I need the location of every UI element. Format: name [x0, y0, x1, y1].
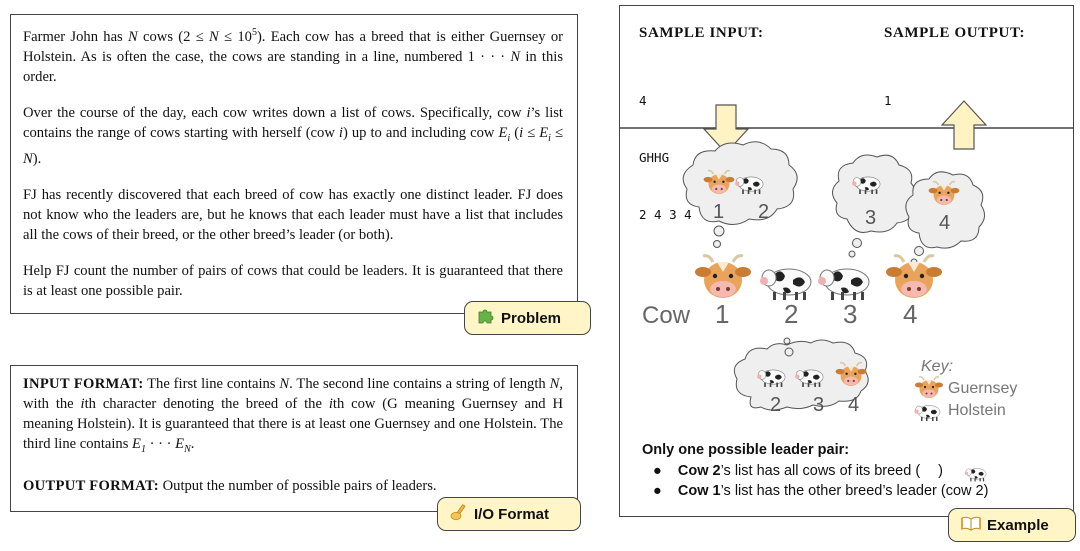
sample-output-heading: SAMPLE OUTPUT:	[884, 25, 1026, 41]
bubble-number: 4	[848, 394, 860, 416]
holstein-cow-icon	[915, 406, 941, 422]
bullet-bold: Cow 2	[677, 463, 721, 479]
example-tag	[948, 508, 1076, 542]
bubble-number: 4	[939, 212, 951, 234]
io-format-tag-label: I/O Format	[474, 505, 550, 523]
problem-paragraph: Help FJ count the number of pairs of cows that could be leaders. It is guaranteed that there is at least one possible pair.	[23, 262, 563, 299]
subscript: i	[507, 132, 511, 144]
thought-bubble-3	[832, 155, 916, 257]
bullet-text: ’s list has the other breed’s leader (cow 2)	[720, 483, 989, 499]
bullet-end: )	[938, 463, 944, 479]
math-var: N	[23, 150, 33, 167]
io-format-tag	[437, 497, 581, 531]
bubble-number: 3	[865, 207, 877, 229]
math-var: i	[328, 396, 333, 412]
up-arrow-icon	[942, 101, 986, 149]
explanation-bullet-1: ● Cow 2’s list has all cows of its breed ( )	[653, 463, 944, 479]
subscript: N	[184, 443, 191, 455]
cow-number: 2	[784, 299, 799, 329]
bubble-number: 3	[813, 394, 825, 416]
cow-number: 4	[903, 299, 918, 329]
cow-number: 3	[843, 299, 858, 329]
math-var: E	[175, 436, 185, 452]
key-holstein: Holstein	[948, 402, 1006, 419]
example-panel	[619, 5, 1074, 517]
io-format-text	[23, 374, 563, 496]
example-tag-label: Example	[987, 516, 1049, 534]
input-format	[23, 374, 563, 460]
input-format-body: The first line contains N. The second line contains a string of length N, with the ith character denoting the breed of the ith cow (G meaning Guernsey and H meaning Holstein). It is guaranteed that there is at least one Guernsey and one Holstein. The third line contains $E_1$ · · · $E_N$.	[23, 376, 563, 455]
output-format-heading: OUTPUT FORMAT:	[23, 477, 159, 494]
sample-input-line: GHHG	[639, 150, 670, 165]
math-var: N	[128, 28, 138, 45]
bubble-number: 1	[713, 201, 725, 223]
sample-input-heading: SAMPLE INPUT:	[639, 25, 764, 41]
guernsey-cow-icon	[915, 377, 943, 398]
open-book-icon	[961, 515, 981, 535]
only-pair-title: Only one possible leader pair:	[642, 442, 850, 458]
math-var: E	[539, 124, 549, 141]
math-var: N	[549, 376, 560, 392]
math-var: E	[498, 124, 508, 141]
guernsey-cow-icon	[695, 256, 751, 298]
puzzle-piece-icon	[477, 307, 495, 329]
input-format-heading: INPUT FORMAT:	[23, 376, 144, 392]
subscript: i	[548, 132, 551, 144]
writing-hand-icon	[450, 503, 468, 525]
problem-tag	[464, 301, 591, 335]
problem-paragraph: FJ has recently discovered that each breed of cow has exactly one distinct leader. FJ does not know who the leaders are, but he knows that each leader must have a list that includes all the cows of their breed, or the other breed’s leader (or both).	[23, 186, 563, 243]
math-var: N	[209, 28, 219, 45]
math-var: i	[80, 396, 85, 412]
output-format-body: Output the number of possible pairs of leaders.	[158, 477, 437, 494]
problem-paragraph: Over the course of the day, each cow writes down a list of cows. Specifically, cow i’s list contains the range of cows starting with herself (cow i) up to and including cow $E_i$ $(i \le E_i \le N)$.	[23, 104, 563, 167]
example-illustration	[619, 5, 1074, 517]
math-var: N	[510, 48, 521, 65]
superscript: 5	[251, 27, 257, 38]
explanation-bullet-2: ● Cow 1’s list has the other breed’s leader (cow 2)	[653, 483, 989, 499]
math-var: E	[132, 436, 141, 452]
math-var: N	[279, 376, 290, 392]
holstein-cow-icon	[965, 468, 986, 481]
subscript: 1	[140, 443, 146, 455]
bullet-bold: Cow 1	[677, 483, 721, 499]
bullet-text: ’s list has all cows of its breed (	[720, 463, 921, 479]
math-var: i	[519, 124, 524, 141]
io-format-panel	[10, 365, 578, 512]
holstein-cow-icon	[760, 269, 811, 300]
sample-input-line: 4	[639, 93, 647, 108]
bubble-number: 2	[770, 394, 782, 416]
sample-input-line: 2 4 3 4	[639, 207, 692, 222]
math-var: i	[338, 124, 343, 141]
cow-number: 1	[715, 299, 730, 329]
problem-panel	[10, 14, 578, 314]
cow-row-label: Cow	[642, 302, 691, 329]
problem-tag-label: Problem	[501, 309, 562, 327]
sample-output-line: 1	[884, 93, 892, 108]
problem-statement	[23, 23, 563, 301]
thought-bubble-1	[683, 142, 797, 248]
key-title: Key:	[921, 358, 954, 375]
problem-paragraph: Farmer John has N cows $(2 \le N \le 10^5)$. Each cow has a breed that is either Guernsey or Holstein. As is often the case, the cows are standing in a line, numbered 1 · · · N in this order.	[23, 27, 563, 85]
key-guernsey: Guernsey	[948, 380, 1018, 397]
bubble-number: 2	[758, 201, 770, 223]
holstein-cow-icon	[818, 269, 869, 300]
math-var: i	[526, 104, 531, 121]
output-format	[23, 476, 563, 496]
